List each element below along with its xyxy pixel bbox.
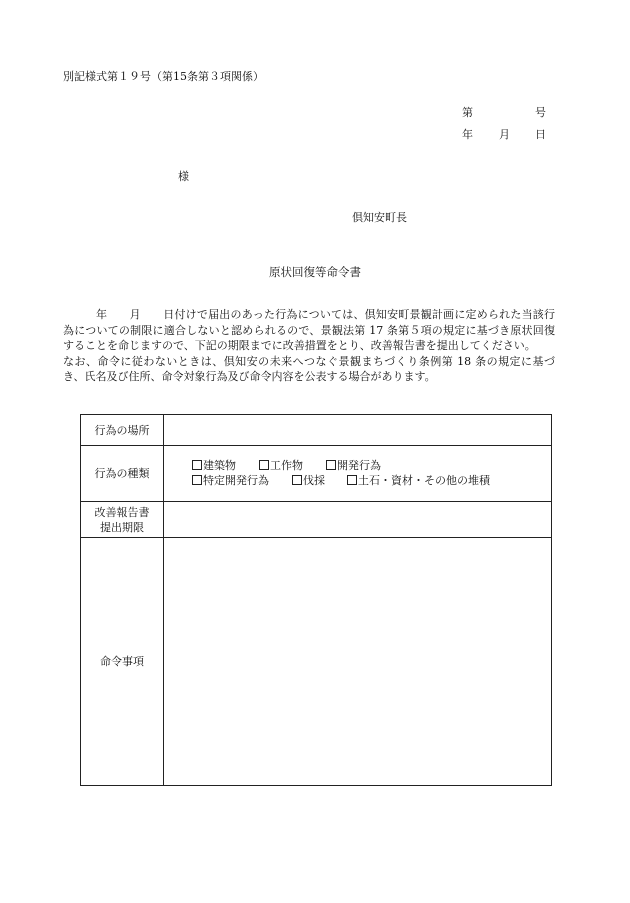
option-logging[interactable] xyxy=(292,474,347,489)
date-month: 月 xyxy=(499,128,510,141)
number-prefix: 第 xyxy=(462,106,473,119)
option-development[interactable] xyxy=(326,459,381,474)
checkbox-icon xyxy=(192,475,202,485)
checkbox-icon xyxy=(326,460,336,470)
option-logging-label: 伐採 xyxy=(303,473,325,487)
option-stockpile[interactable] xyxy=(347,474,490,489)
body-text xyxy=(63,307,555,385)
recipient-honorific: 様 xyxy=(178,170,189,183)
date-day: 日 xyxy=(535,128,546,141)
report-deadline-label xyxy=(81,502,164,538)
order-items-value[interactable] xyxy=(164,538,552,786)
type-options-row-2 xyxy=(192,474,551,489)
document-title: 原状回復等命令書 xyxy=(269,265,361,279)
checkbox-icon xyxy=(259,460,269,470)
order-items-label: 命令事項 xyxy=(81,538,164,786)
place-value[interactable] xyxy=(164,415,552,446)
checkbox-icon xyxy=(347,475,357,485)
option-building-label: 建築物 xyxy=(203,459,236,472)
form-id: 別記様式第１９号（第15条第３項関係） xyxy=(63,70,264,83)
option-structure-label: 工作物 xyxy=(270,459,303,472)
number-suffix: 号 xyxy=(535,106,546,119)
table-row-type xyxy=(81,446,552,502)
report-deadline-label-line-1: 改善報告書 xyxy=(94,505,150,519)
body-paragraph-1: 年 月 日付けで届出のあった行為については、倶知安町景観計画に定められた当該行為についての制限に適合しないと認められるので、景観法第 17 条第５項の規定に基づき原状回復することを命じますので、下記の期限までに改善措置をとり、改善報告書を提出してください。 xyxy=(63,308,555,352)
date-year: 年 xyxy=(462,128,473,141)
body-paragraph-2: なお、命令に従わないときは、倶知安の未来へつなぐ景観まちづくり条例第 18 条の規定に基づき、氏名及び住所、命令対象行為及び命令内容を公表する場合があります。 xyxy=(63,354,555,383)
option-specific-development-label: 特定開発行為 xyxy=(203,473,269,487)
option-building[interactable] xyxy=(192,459,259,474)
checkbox-icon xyxy=(292,475,302,485)
table-row-order-items xyxy=(81,538,552,786)
type-options-row-1 xyxy=(192,459,551,474)
report-deadline-label-line-2: 提出期限 xyxy=(100,520,144,534)
table-row-report-deadline xyxy=(81,502,552,538)
order-table xyxy=(80,414,552,786)
issuer-name: 倶知安町長 xyxy=(352,211,407,224)
option-structure[interactable] xyxy=(259,459,326,474)
type-label: 行為の種類 xyxy=(81,446,164,502)
option-specific-development[interactable] xyxy=(192,474,292,489)
option-development-label: 開発行為 xyxy=(337,459,381,472)
type-options xyxy=(164,446,552,502)
table-row-place xyxy=(81,415,552,446)
report-deadline-value[interactable] xyxy=(164,502,552,538)
place-label: 行為の場所 xyxy=(81,415,164,446)
checkbox-icon xyxy=(192,460,202,470)
option-stockpile-label: 土石・資材・その他の堆積 xyxy=(358,473,490,487)
